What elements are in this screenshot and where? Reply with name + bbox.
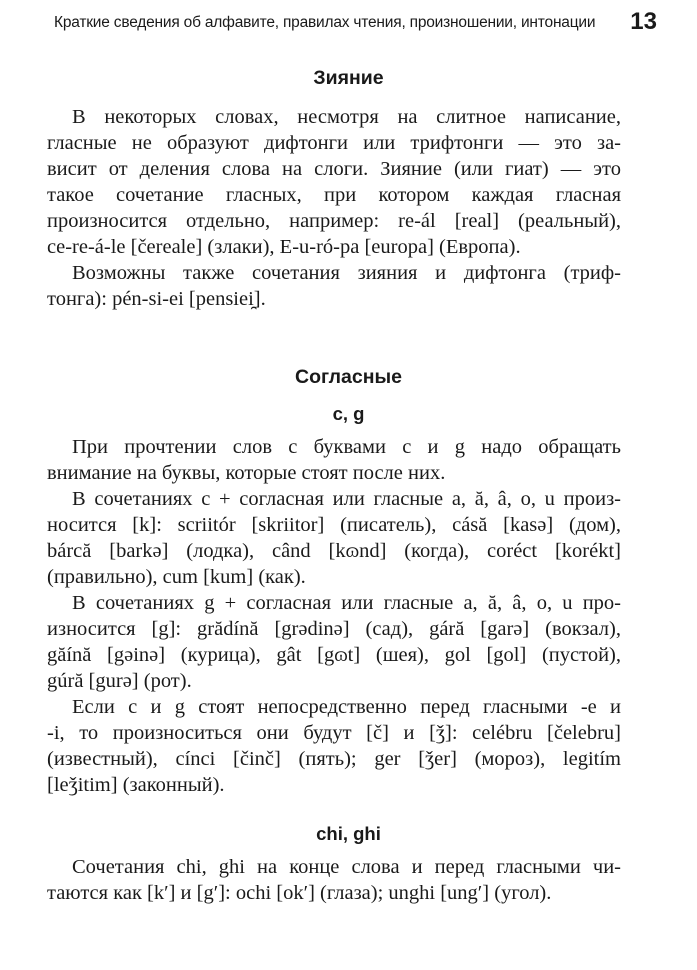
paragraph-line: ce-re-á-le [čereale] (злаки), E-u-ró-pa [europa] (Европа). bbox=[47, 236, 521, 258]
paragraph-line: -i, то произноситься они будут [č] и [ǯ]: celébru [čelebru] bbox=[47, 722, 621, 744]
paragraph-line: произносится отдельно, например: re-ál [real] (реальный), bbox=[47, 210, 621, 232]
subsection-title-chi-ghi: chi, ghi bbox=[316, 823, 381, 844]
paragraph-line: [leǯitim] (законный). bbox=[47, 774, 225, 796]
paragraph-line: таются как [k′] и [g′]: ochi [ok′] (глаза); unghi [ung′] (угол). bbox=[47, 882, 552, 904]
paragraph-line: такое сочетание гласных, при котором каждая гласная bbox=[47, 184, 621, 206]
paragraph-line: носится [k]: scriitór [skriitor] (писатель), cásă [kasə] (дом), bbox=[47, 514, 621, 536]
paragraph-line: В сочетаниях g + согласная или гласные a, ă, â, o, u про- bbox=[72, 592, 621, 614]
paragraph-line: При прочтении слов с буквами c и g надо обращать bbox=[72, 436, 621, 458]
page-number: 13 bbox=[630, 8, 657, 35]
paragraph-line: Сочетания chi, ghi на конце слова и перед гласными чи- bbox=[72, 856, 621, 878]
paragraph-line: тонга): pén-si-ei [pensiei̯]. bbox=[47, 288, 266, 310]
paragraph-line: внимание на буквы, которые стоят после них. bbox=[47, 462, 446, 484]
section-title-hiatus: Зияние bbox=[313, 67, 384, 89]
paragraph-line: Возможны также сочетания зияния и дифтонга (триф- bbox=[72, 262, 621, 284]
paragraph-line: гласные не образуют дифтонги или трифтонги — это за- bbox=[47, 132, 621, 154]
paragraph-line: găínă [gəinə] (курица), gât [gɷt] (шея), gol [gol] (пустой), bbox=[47, 644, 621, 666]
paragraph-line: висит от деления слова на слоги. Зияние (или гиат) — это bbox=[47, 158, 621, 180]
paragraph-line: В сочетаниях c + согласная или гласные a, ă, â, o, u произ- bbox=[72, 488, 621, 510]
paragraph-line: bárcă [barkə] (лодка), când [kɷnd] (когда), coréct [korékt] bbox=[47, 540, 621, 562]
paragraph-line: Если c и g стоят непосредственно перед гласными -e и bbox=[72, 696, 621, 718]
paragraph-line: gúră [gurə] (рот). bbox=[47, 670, 192, 692]
running-header: Краткие сведения об алфавите, правилах чтения, произношении, интонации bbox=[54, 14, 596, 31]
section-title-consonants: Согласные bbox=[295, 366, 402, 388]
paragraph-line: (известный), cínci [činč] (пять); ger [ǯer] (мороз), legitím bbox=[47, 748, 621, 770]
paragraph-line: (правильно), cum [kum] (как). bbox=[47, 566, 306, 588]
subsection-title-c-g: c, g bbox=[332, 403, 365, 424]
paragraph-line: В некоторых словах, несмотря на слитное написание, bbox=[72, 106, 621, 128]
paragraph-line: износится [g]: grădínă [grədinə] (сад), gáră [garə] (вокзал), bbox=[47, 618, 621, 640]
